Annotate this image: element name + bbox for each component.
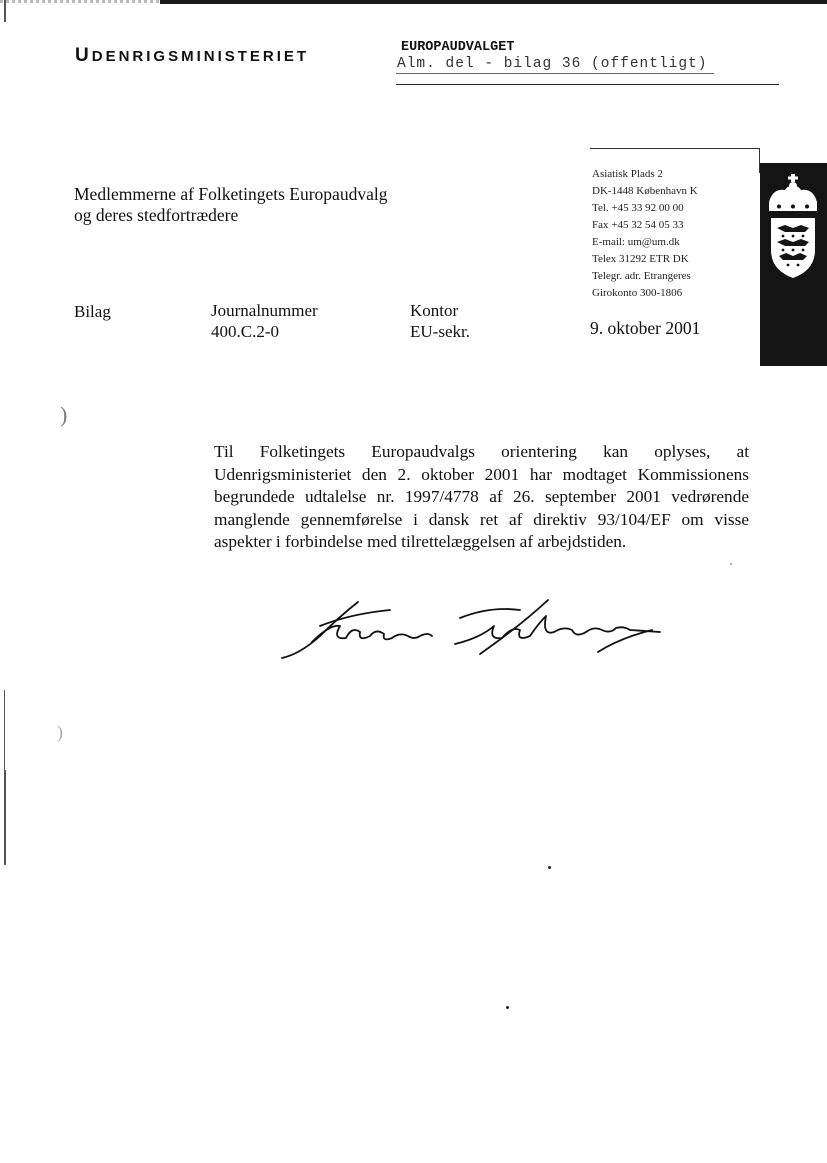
scan-top-border xyxy=(160,0,827,4)
letter-body: Til Folketingets Europaudvalgs orientering kan oplyses, at Udenrigsministeriet den 2. oktober 2001 har modtaget Kommissionens begrundede udtalelse nr. 1997/4778 af 26. september 2001 vedrørende manglende gennemførelse i dansk ret af direktiv 93/104/EF om visse aspekter i forbindelse med tilrettelæggelsen af arbejdstiden. xyxy=(214,442,749,551)
sender-address xyxy=(592,166,698,302)
address-line: Telegr. adr. Etrangeres xyxy=(592,270,691,282)
address-line: Tel. +45 33 92 00 00 xyxy=(592,202,684,214)
punch-hole-mark: ) xyxy=(57,722,63,742)
stamp-title: EUROPAUDVALGET xyxy=(401,40,515,55)
scan-speck xyxy=(730,563,732,565)
address-line: Asiatisk Plads 2 xyxy=(592,168,663,180)
journal-number: 400.C.2-0 xyxy=(211,322,279,341)
kontor-value: EU-sekr. xyxy=(410,322,470,341)
ministry-name-initial: U xyxy=(75,45,92,66)
bilag-label: Bilag xyxy=(74,302,111,321)
letter-date: 9. oktober 2001 xyxy=(590,318,701,338)
ministry-name-rest: DENRIGSMINISTERIET xyxy=(91,48,310,65)
signature-icon xyxy=(280,596,670,666)
scan-speck xyxy=(548,866,551,869)
journal-label: Journalnummer xyxy=(211,301,318,320)
scan-speck xyxy=(506,1006,509,1009)
stamp-rule xyxy=(396,84,779,85)
address-line: Girokonto 300-1806 xyxy=(592,287,683,299)
scan-left-edge xyxy=(4,690,5,770)
stamp-subtitle: Alm. del - bilag 36 (offentligt) xyxy=(397,56,708,72)
address-line: Fax +45 32 54 05 33 xyxy=(592,219,684,231)
stamp-underline xyxy=(396,73,714,74)
recipient-block xyxy=(74,184,387,226)
scan-left-edge xyxy=(4,0,6,22)
ministry-name xyxy=(75,45,309,67)
address-line: E-mail: um@um.dk xyxy=(592,236,680,248)
punch-hole-mark: ) xyxy=(60,402,68,427)
kontor-label: Kontor xyxy=(410,301,459,320)
crest-icon xyxy=(763,172,823,280)
scan-top-edge xyxy=(0,0,160,3)
recipient-line: og deres stedfortrædere xyxy=(74,205,239,225)
scan-left-edge xyxy=(4,770,6,865)
address-line: DK-1448 København K xyxy=(592,185,698,197)
address-line: Telex 31292 ETR DK xyxy=(592,253,689,265)
recipient-line: Medlemmerne af Folketingets Europaudvalg xyxy=(74,184,388,204)
address-rule xyxy=(590,148,760,149)
